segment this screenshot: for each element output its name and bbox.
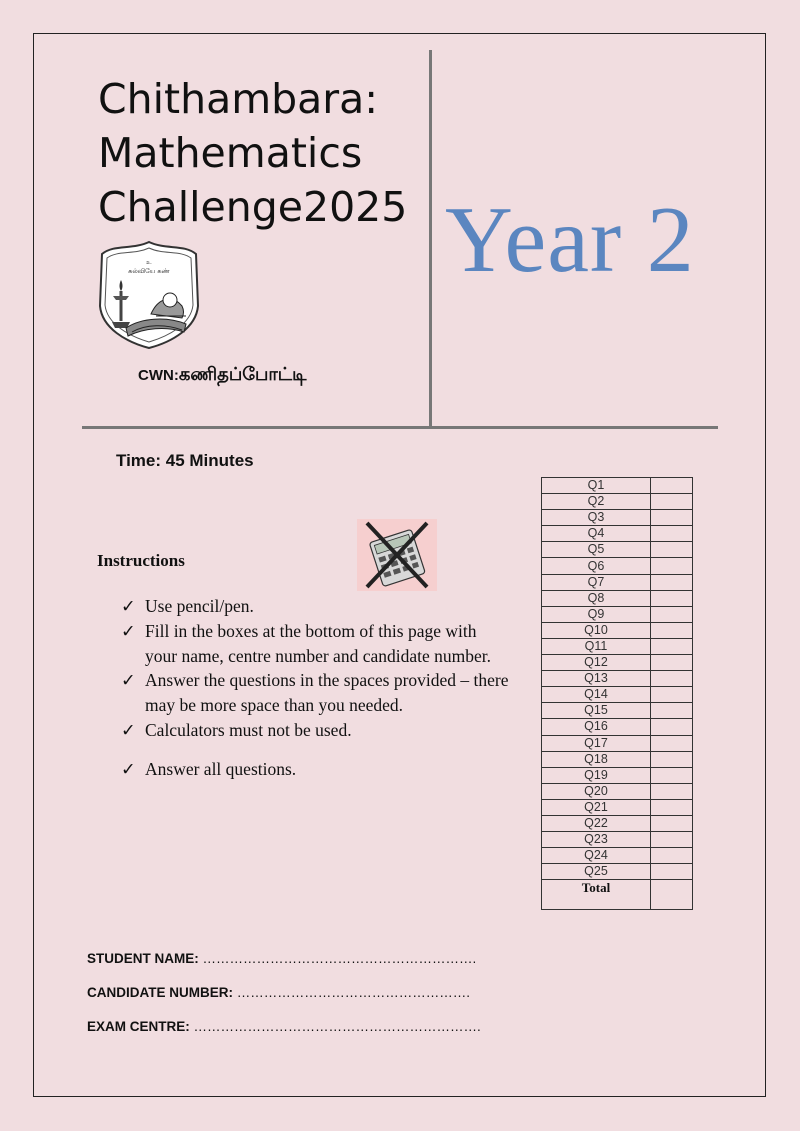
score-box[interactable]	[651, 574, 693, 590]
question-label: Q15	[542, 703, 651, 719]
question-label: Q11	[542, 638, 651, 654]
score-box[interactable]	[651, 655, 693, 671]
instruction-text: Use pencil/pen.	[145, 596, 254, 616]
question-label: Q8	[542, 590, 651, 606]
instruction-item	[121, 668, 511, 718]
score-box[interactable]	[651, 622, 693, 638]
score-box[interactable]	[651, 671, 693, 687]
candidate-number-label: CANDIDATE NUMBER:	[87, 985, 233, 1000]
candidate-number-field[interactable]	[87, 985, 470, 1000]
total-row	[542, 880, 693, 910]
score-box[interactable]	[651, 478, 693, 494]
question-label: Q7	[542, 574, 651, 590]
score-row	[542, 542, 693, 558]
question-label: Q21	[542, 799, 651, 815]
score-row	[542, 622, 693, 638]
instruction-text: Fill in the boxes at the bottom of this page with your name, centre number and candidate number.	[145, 620, 491, 666]
cwn-text: கணிதப்போட்டி	[178, 364, 307, 384]
score-box[interactable]	[651, 815, 693, 831]
exam-centre-label: EXAM CENTRE:	[87, 1019, 190, 1034]
score-row	[542, 799, 693, 815]
score-box[interactable]	[651, 526, 693, 542]
score-row	[542, 671, 693, 687]
question-label: Q4	[542, 526, 651, 542]
score-row	[542, 558, 693, 574]
score-row	[542, 606, 693, 622]
exam-centre-dots[interactable]: ……………………………………………………….	[193, 1019, 481, 1034]
check-icon: ✓	[121, 670, 136, 691]
score-row	[542, 655, 693, 671]
score-box[interactable]	[651, 638, 693, 654]
score-box[interactable]	[651, 719, 693, 735]
score-table	[541, 477, 693, 910]
score-box[interactable]	[651, 767, 693, 783]
question-label: Q22	[542, 815, 651, 831]
title-line-1: Chithambara:	[98, 75, 379, 123]
score-box[interactable]	[651, 799, 693, 815]
check-icon: ✓	[121, 596, 136, 616]
instructions-heading: Instructions	[97, 551, 185, 570]
title-line-3: Challenge2025	[98, 183, 408, 231]
score-box[interactable]	[651, 558, 693, 574]
score-row	[542, 848, 693, 864]
score-box[interactable]	[651, 703, 693, 719]
question-label: Q6	[542, 558, 651, 574]
instruction-item	[121, 619, 511, 669]
question-label: Q13	[542, 671, 651, 687]
score-row	[542, 478, 693, 494]
candidate-number-dots[interactable]: …………………………………………….	[236, 985, 471, 1000]
student-name-dots[interactable]: …………………………………………………….	[202, 951, 477, 966]
question-label: Q16	[542, 719, 651, 735]
instruction-item	[121, 718, 511, 743]
score-box[interactable]	[651, 590, 693, 606]
score-row	[542, 687, 693, 703]
check-icon: ✓	[121, 719, 136, 740]
svg-text:உ: உ	[146, 259, 152, 266]
score-row	[542, 815, 693, 831]
question-label: Q17	[542, 735, 651, 751]
score-box[interactable]	[651, 687, 693, 703]
score-row	[542, 510, 693, 526]
instruction-text: Calculators must not be used.	[145, 719, 352, 740]
question-label: Q14	[542, 687, 651, 703]
score-row	[542, 526, 693, 542]
question-label: Q10	[542, 622, 651, 638]
question-label: Q20	[542, 783, 651, 799]
score-row	[542, 719, 693, 735]
total-label: Total	[542, 880, 651, 910]
student-name-field[interactable]	[87, 951, 476, 966]
score-row	[542, 767, 693, 783]
score-box[interactable]	[651, 848, 693, 864]
score-row	[542, 494, 693, 510]
question-label: Q1	[542, 478, 651, 494]
score-row	[542, 638, 693, 654]
score-box[interactable]	[651, 494, 693, 510]
question-label: Q9	[542, 606, 651, 622]
calculator-crossed-out-icon	[357, 519, 437, 591]
vertical-divider	[429, 50, 432, 426]
score-row	[542, 832, 693, 848]
score-box[interactable]	[651, 735, 693, 751]
score-row	[542, 864, 693, 880]
horizontal-divider	[82, 426, 718, 429]
score-box[interactable]	[651, 542, 693, 558]
score-row	[542, 703, 693, 719]
score-box[interactable]	[651, 832, 693, 848]
question-label: Q5	[542, 542, 651, 558]
score-box[interactable]	[651, 751, 693, 767]
question-label: Q12	[542, 655, 651, 671]
question-label: Q25	[542, 864, 651, 880]
score-row	[542, 751, 693, 767]
student-name-label: STUDENT NAME:	[87, 951, 199, 966]
check-icon: ✓	[121, 758, 136, 779]
question-label: Q19	[542, 767, 651, 783]
time-limit: Time: 45 Minutes	[116, 451, 254, 470]
instructions-list	[121, 594, 511, 782]
score-row	[542, 783, 693, 799]
check-icon: ✓	[121, 620, 136, 641]
year-label: Year 2	[445, 188, 695, 292]
cwn-prefix: CWN:	[138, 367, 179, 384]
score-row	[542, 735, 693, 751]
total-score-box[interactable]	[651, 880, 693, 910]
question-label: Q2	[542, 494, 651, 510]
question-label: Q24	[542, 848, 651, 864]
instruction-text: Answer all questions.	[145, 758, 297, 779]
question-label: Q3	[542, 510, 651, 526]
score-row	[542, 590, 693, 606]
instruction-item	[121, 594, 511, 619]
crest-motto: கல்வியே கண்	[128, 267, 170, 275]
score-box[interactable]	[651, 783, 693, 799]
score-row	[542, 574, 693, 590]
title-line-2: Mathematics	[98, 129, 363, 177]
school-crest-icon	[96, 236, 202, 352]
question-label: Q18	[542, 751, 651, 767]
score-box[interactable]	[651, 864, 693, 880]
competition-title	[98, 72, 428, 234]
question-label: Q23	[542, 832, 651, 848]
instruction-item	[121, 757, 511, 782]
exam-centre-field[interactable]	[87, 1019, 481, 1034]
score-box[interactable]	[651, 606, 693, 622]
instruction-text: Answer the questions in the spaces provided – there may be more space than you needed.	[145, 670, 509, 716]
score-box[interactable]	[651, 510, 693, 526]
cwn-label	[138, 364, 306, 387]
